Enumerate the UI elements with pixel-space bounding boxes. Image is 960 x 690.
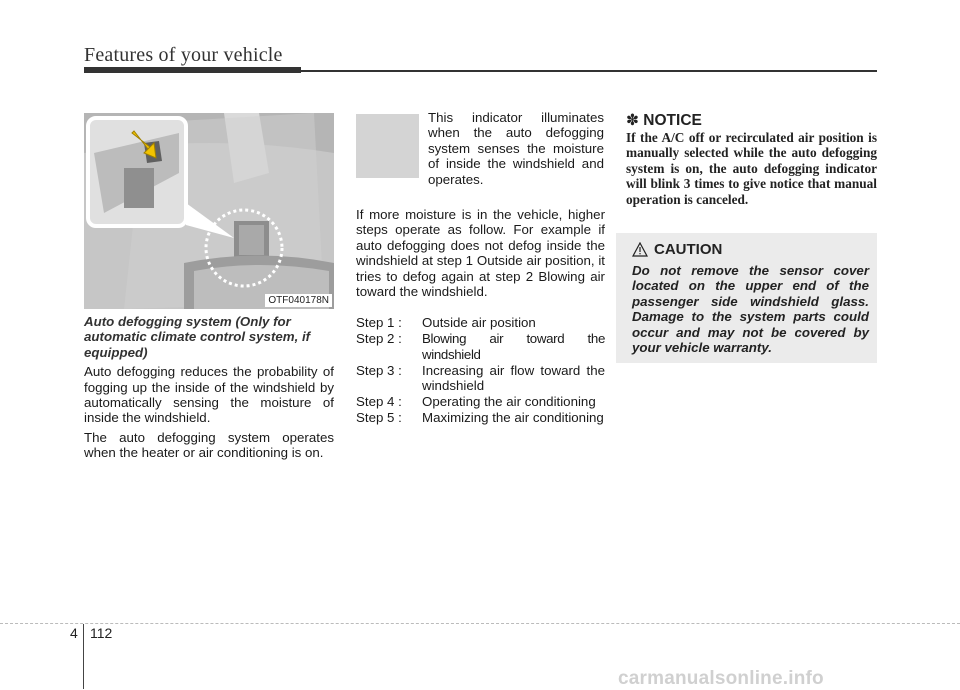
paragraph-2: The auto defogging system operates when the heater or air conditioning is on. [84, 429, 334, 461]
list-item [356, 363, 605, 394]
header-rule-thick [84, 67, 301, 73]
step-text: Increasing air flow toward the windshield [422, 362, 605, 394]
step-text: Blowing air toward the windshield [422, 331, 605, 362]
page-number: 112 [90, 625, 113, 641]
caution-body: Do not remove the sensor cover located on the upper end of the passenger side windshield glass. Damage to the system parts could occur and may not be covered by your vehicle warranty. [632, 263, 869, 356]
step-text: Outside air position [422, 315, 536, 331]
steps-intro-paragraph: If more moisture is in the vehicle, higher steps operate as follow. For example if auto defogging does not defog inside the windshield at step 1 Outside air position, it tries to defog again at step 2 Blowing air toward the windshield. [356, 207, 605, 300]
notice-body: If the A/C off or recirculated air position is manually selected while the auto defogging system is on, the auto defogging indicator will blink 3 times to give notice that manual operation is canceled. [626, 130, 877, 207]
caution-heading-row [632, 241, 722, 258]
column-2 [356, 207, 605, 426]
step-label: Step 1 : [356, 315, 402, 331]
list-item [356, 315, 605, 330]
paragraph-1: Auto defogging reduces the probability of fogging up the inside of the windshield by automatically sensing the moisture of inside the windshield. [84, 364, 334, 426]
list-item [356, 410, 605, 425]
list-item [356, 394, 605, 409]
footer-divider [83, 624, 84, 689]
step-label: Step 5 : [356, 409, 402, 425]
watermark: carmanualsonline.info [618, 668, 824, 689]
list-item [356, 331, 605, 362]
indicator-image-placeholder [356, 114, 419, 178]
indicator-description: This indicator illuminates when the auto defogging system senses the moisture of inside the windshield and operates. [428, 110, 604, 187]
caution-box [616, 233, 877, 363]
windshield-illustration [84, 113, 334, 309]
section-subheading: Auto defogging system (Only for automatic climate control system, if equipped) [84, 314, 311, 360]
chapter-number: 4 [70, 625, 78, 641]
notice-heading: ✽ NOTICE [626, 112, 702, 129]
steps-list [356, 315, 605, 425]
step-label: Step 2 : [356, 331, 402, 347]
page-header-title: Features of your vehicle [84, 44, 283, 66]
column-1 [84, 314, 334, 465]
step-label: Step 3 : [356, 362, 402, 378]
footer-rule [0, 623, 960, 624]
caution-heading: CAUTION [654, 241, 723, 258]
step-label: Step 4 : [356, 393, 402, 409]
sensor-location-figure [84, 113, 334, 309]
header-rule-thin [301, 70, 877, 72]
step-text: Operating the air conditioning [422, 393, 596, 409]
figure-code: OTF040178N [265, 294, 332, 307]
warning-triangle-icon [632, 242, 648, 257]
step-text: Maximizing the air conditioning [422, 409, 604, 425]
